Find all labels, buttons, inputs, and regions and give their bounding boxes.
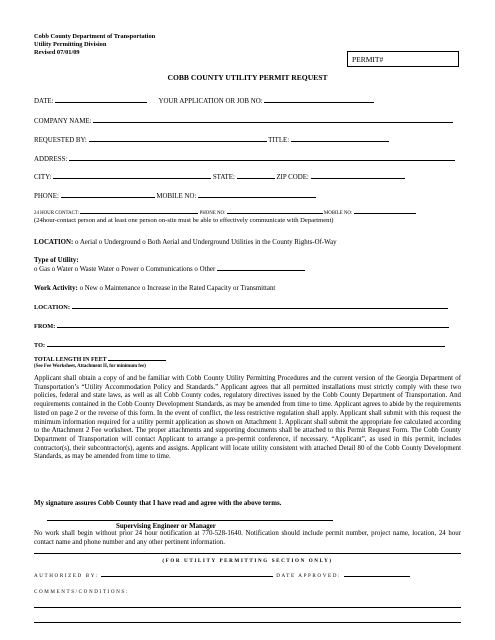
header-division: Utility Permitting Division [34, 41, 107, 48]
zip-label: ZIP CODE: [276, 174, 309, 181]
city-label: CITY: [34, 174, 52, 181]
company-label: COMPANY NAME: [34, 118, 92, 125]
authorized-by-field[interactable] [101, 571, 273, 577]
utility-type-options[interactable]: o Gas o Water o Waste Water o Power o Communications o Other [34, 266, 216, 273]
mobile-field[interactable] [198, 191, 316, 198]
utility-type-label: Type of Utility: [34, 257, 79, 264]
contact-24-label: 24 HOUR CONTACT: [34, 211, 80, 216]
state-field[interactable] [237, 172, 275, 179]
permit-number-box[interactable] [347, 51, 459, 67]
address-label: ADDRESS: [34, 156, 68, 163]
utility-other-field[interactable] [217, 264, 305, 271]
comments-row [34, 588, 129, 597]
date-row [34, 96, 374, 106]
from-label: FROM: [34, 323, 56, 330]
city-row [34, 172, 405, 182]
location-options[interactable]: o Aerial o Underground o Both Aerial and Underground Utilities in the County Rights-Of-Way [75, 239, 337, 246]
application-job-field[interactable] [264, 96, 374, 103]
signature-line[interactable] [47, 520, 333, 521]
total-length-field[interactable] [108, 355, 166, 361]
location-row [34, 302, 448, 312]
date-approved-label: DATE APPROVED: [276, 573, 341, 579]
comments-label: COMMENTS/CONDITIONS: [34, 589, 129, 595]
phone-no-field[interactable] [227, 209, 323, 214]
mobile-no-field[interactable] [354, 209, 416, 214]
date-field[interactable] [55, 96, 147, 103]
address-row [34, 154, 455, 164]
section-divider [34, 553, 461, 554]
contact-note: (24hour-contact person and at least one person on-site must be able to effectively communicate with Department) [34, 217, 334, 224]
notification-text: No work shall begin without prior 24 hour notification at 770-528-1640. Notification should include permit number, project name, location, 24 hour contact name and phone number and any other pertinent information. [34, 530, 461, 546]
company-field[interactable] [93, 116, 453, 123]
title-field[interactable] [291, 135, 389, 142]
to-field[interactable] [47, 340, 445, 347]
city-field[interactable] [53, 172, 211, 179]
company-row [34, 116, 453, 126]
zip-field[interactable] [311, 172, 405, 179]
location-label: LOCATION: [34, 304, 70, 311]
phone-row [34, 191, 316, 201]
date-label: DATE: [34, 98, 54, 105]
application-job-label: YOUR APPLICATION OR JOB NO: [158, 98, 263, 105]
supervising-label: Supervising Engineer or Manager [116, 523, 216, 530]
phone-field[interactable] [61, 191, 155, 198]
work-activity-row [34, 284, 275, 293]
date-approved-field[interactable] [344, 571, 410, 577]
authorized-row [34, 571, 410, 581]
contact-24-field[interactable] [80, 209, 198, 214]
from-row [34, 321, 449, 331]
signature-statement: My signature assures Cobb County that I have read and agree with the above terms. [34, 500, 282, 507]
work-activity-options[interactable]: o New o Maintenance o Increase in the Rated Capacity or Transmittant [79, 285, 276, 292]
office-use-heading: (FOR UTILITY PERMITTING SECTION ONLY) [162, 558, 333, 564]
phone-label: PHONE: [34, 193, 59, 200]
header-revised: Revised 07/01/09 [34, 49, 80, 56]
mobile-no-label: MOBILE NO: [323, 211, 353, 216]
utility-type-row [34, 264, 305, 274]
authorized-by-label: AUTHORIZED BY: [34, 573, 99, 579]
header-department: Cobb County Department of Transportation [34, 33, 156, 40]
title-label: TITLE: [268, 137, 290, 144]
phone-no-label: PHONE NO: [199, 211, 226, 216]
location-options-row [34, 238, 337, 247]
form-title: COBB COUNTY UTILITY PERMIT REQUEST [167, 73, 328, 82]
requested-by-row [34, 135, 389, 145]
from-field[interactable] [57, 321, 449, 328]
requested-by-field[interactable] [89, 135, 267, 142]
requested-by-label: REQUESTED BY: [34, 137, 87, 144]
comments-line-1[interactable] [34, 607, 461, 608]
to-label: TO: [34, 342, 46, 349]
permit-number-label: PERMIT# [352, 55, 384, 64]
comments-line-2[interactable] [34, 622, 461, 623]
work-activity-label: Work Activity: [34, 285, 78, 292]
to-row [34, 340, 445, 350]
total-length-label: TOTAL LENGTH IN FEET [34, 357, 107, 363]
agreement-paragraph: Applicant shall obtain a copy of and be familiar with Cobb County Utility Permitting Procedures and the current version of the Georgia Department of Transportation’s “Utility Accommodation Policy and Standards.” Applicant agrees that all permitted installations must strictly comply with these two policies, federal and state laws, as well as all Cobb County codes, regulatory directives issued by the Cobb County Department of Transportation. And requirements contained in the Cobb County Development Standards, as may be amended from time to time. Applicant agrees to abide by the requirements listed on page 2 or the reverse of this form. In the event of conflict, the less restrictive regulation shall apply. Applicant shall submit with this request the minimum information required for a utility permit application as shown on Attachment 1. Applicant shall submit the appropriate fee calculated according to the Attachment 2 Fee worksheet. The proper attachments and supporting documents shall be attached to this Permit Request Form. The Cobb County Department of Transportation will contact Applicant to arrange a pre-permit conference, if necessary. “Applicant”, as used in this permit, includes contractor(s), their subcontractor(s), agents and assigns. Applicant will locate utility consistent with attached Detail 80 of the Cobb County Development Standards, as may be amended from time to time. [34, 375, 461, 461]
mobile-label: MOBILE NO: [156, 193, 197, 200]
location-field[interactable] [72, 302, 448, 309]
address-field[interactable] [69, 154, 455, 161]
state-label: STATE: [212, 174, 235, 181]
location-options-label: LOCATION: [34, 239, 74, 246]
total-length-note: (See Fee Worksheet, Attachment II, for minimum fee) [34, 364, 146, 369]
